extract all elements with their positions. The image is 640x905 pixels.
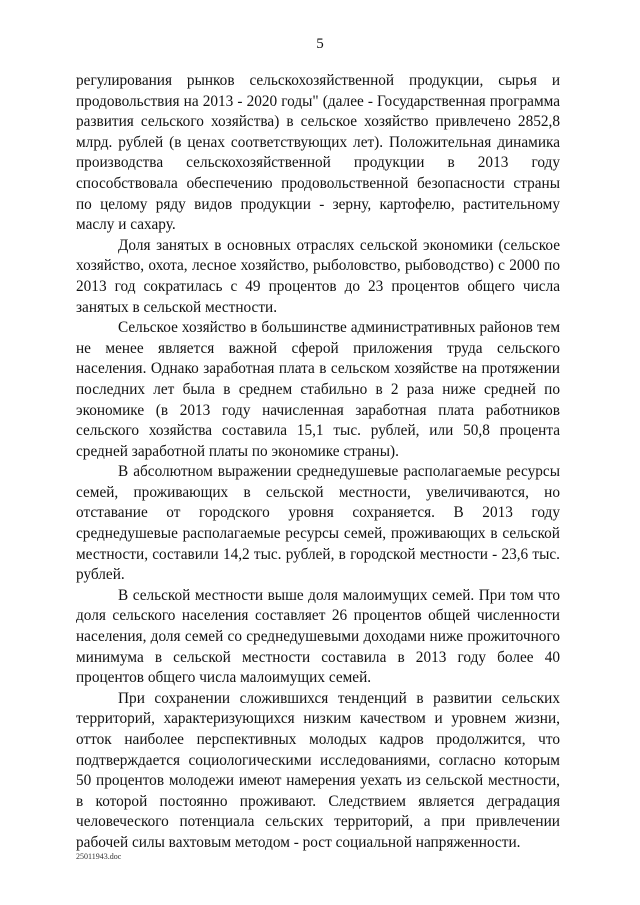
paragraph-household-resources: В абсолютном выражении среднедушевые располагаемые ресурсы семей, проживающих в сельской местности, увеличиваются, но отставание от городского уровня сохраняется. В 2013 году среднедушевые располагаемые ресурсы семей, проживающих в сельской местности, составили 14,2 тыс. рублей, в городской местности - 23,6 тыс. рублей.	[76, 463, 560, 584]
paragraph-employment-share: Доля занятых в основных отраслях сельской экономики (сельское хозяйство, охота, лесное хозяйство, рыболовство, рыбоводство) с 2000 по 2013 год сократилась с 49 процентов до 23 процентов общего числа занятых в сельской местности.	[76, 236, 560, 316]
paragraph-youth-outflow: При сохранении сложившихся тенденций в развитии сельских территорий, характеризующихся низким качеством и уровнем жизни, отток наиболее перспективных молодых кадров продолжится, что подтверждается социологическими исследованиями, согласно которым 50 процентов молодежи имеют намерения уехать из сельской местности, в которой постоянно проживают. Следствием является деградация человеческого потенциала сельских территорий, а при привлечении рабочей силы вахтовым методом - рост социальной напряженности.	[76, 689, 560, 851]
paragraph-agriculture-wages: Сельское хозяйство в большинстве административных районов тем не менее является важной сферой приложения труда сельского населения. Однако заработная плата в сельском хозяйстве на протяжении последних лет была в среднем стабильно в 2 раза ниже средней по экономике (в 2013 году начисленная заработная плата работников сельского хозяйства составила 15,1 тыс. рублей, или 50,8 процента средней заработной платы по экономике страны).	[76, 319, 560, 460]
paragraph-continuation: регулирования рынков сельскохозяйственной продукции, сырья и продовольствия на 2013 - 2020 годы" (далее - Государственная программа развития сельского хозяйства) в сельское хозяйство привлечено 2852,8 млрд. рублей (в ценах соответствующих лет). Положительная динамика производства сельскохозяйственной продукции в 2013 году способствовала обеспечению продовольственной безопасности страны по целому ряду видов продукции - зерну, картофелю, растительному маслу и сахару.	[76, 72, 560, 234]
footer-filename: 25011943.doc	[76, 852, 122, 861]
page-number: 5	[316, 36, 324, 52]
paragraph-low-income-families: В сельской местности выше доля малоимущих семей. При том что доля сельского населения составляет 26 процентов общей численности населения, доля семей со среднедушевыми доходами ниже прожиточного минимума в сельской местности составила в 2013 году более 40 процентов общего числа малоимущих семей.	[76, 586, 560, 687]
body-text	[76, 71, 560, 854]
